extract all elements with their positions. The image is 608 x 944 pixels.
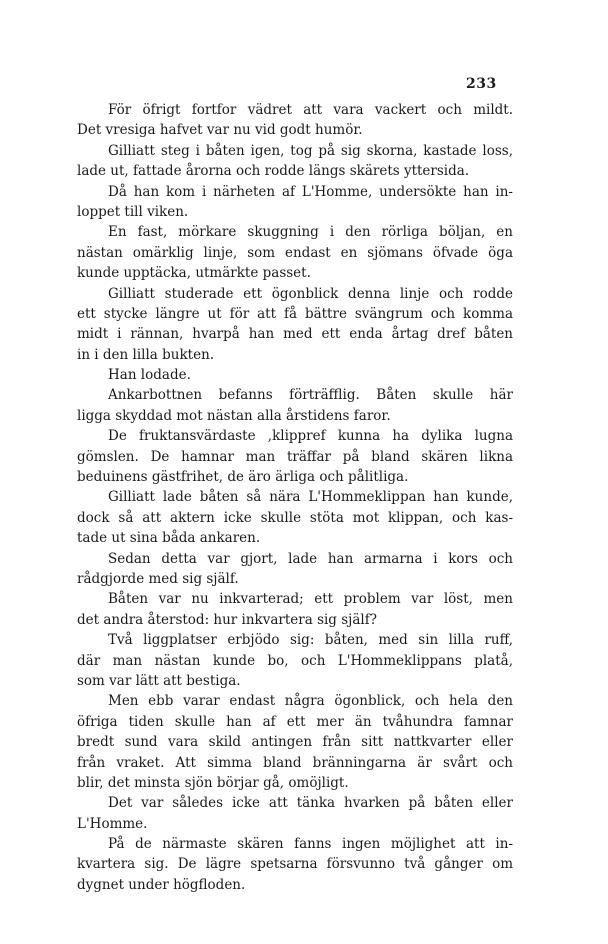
text-line: blir, det minsta sjön börjar gå, omöjligt. bbox=[77, 774, 349, 791]
text-line: En fast, mörkare skuggning i den rörliga böljan, en bbox=[108, 224, 513, 241]
text-line: På de närmaste skären fanns ingen möjlighet att in- bbox=[108, 836, 513, 853]
text-line: lade ut, fattade årorna och rodde längs skärets yttersida. bbox=[77, 163, 470, 180]
text-line: Två liggplatser erbjödo sig: båten, med sin lilla ruff, bbox=[108, 632, 513, 649]
text-line: kvartera sig. De lägre spetsarna försvunno två gånger om bbox=[77, 856, 513, 873]
text-line: De fruktansvärdaste ,klippref kunna ha dylika lugna bbox=[108, 428, 513, 445]
text-line: Gilliatt lade båten så nära L'Hommeklippan han kunde, bbox=[108, 489, 513, 506]
text-line: som var lätt att bestiga. bbox=[77, 672, 241, 689]
text-line: Det var således icke att tänka hvarken på båten eller bbox=[108, 795, 513, 812]
text-line: Han lodade. bbox=[108, 367, 191, 384]
text-line: kunde upptäcka, utmärkte passet. bbox=[77, 265, 311, 282]
text-line: L'Homme. bbox=[77, 815, 148, 832]
text-line: från vraket. Att simma bland bränningarna är svårt och bbox=[77, 754, 513, 771]
text-line: det andra återstod: hur inkvartera sig själf? bbox=[77, 611, 377, 628]
text-line: nästan omärklig linje, som endast en sjömans öfvade öga bbox=[77, 244, 513, 261]
text-line: ett stycke längre ut för att få bättre svängrum och komma bbox=[77, 305, 513, 322]
body-text bbox=[77, 100, 513, 895]
text-line: Sedan detta var gjort, lade han armarna i kors och bbox=[108, 550, 513, 567]
text-line: öfriga tiden skulle han af ett mer än tvåhundra famnar bbox=[77, 713, 513, 730]
text-line: ligga skyddad mot nästan alla årstidens faror. bbox=[77, 407, 391, 424]
text-line: Men ebb varar endast några ögonblick, och hela den bbox=[108, 693, 513, 710]
text-line: midt i rännan, hvarpå han med ett enda årtag dref båten bbox=[77, 326, 513, 343]
text-line: Då han kom i närheten af L'Homme, undersökte han in- bbox=[108, 183, 513, 200]
text-line: loppet till viken. bbox=[77, 203, 189, 220]
text-line: tade ut sina båda ankaren. bbox=[77, 530, 261, 547]
text-line: in i den lilla bukten. bbox=[77, 346, 215, 363]
text-line: Det vresiga hafvet var nu vid godt humör. bbox=[77, 122, 363, 139]
text-line: rådgjorde med sig själf. bbox=[77, 570, 239, 587]
text-line: Gilliatt studerade ett ögonblick denna linje och rodde bbox=[108, 285, 513, 302]
text-line: Ankarbottnen befanns förträfflig. Båten skulle här bbox=[108, 387, 513, 404]
text-line: Gilliatt steg i båten igen, tog på sig skorna, kastade loss, bbox=[108, 142, 513, 159]
text-line: För öfrigt fortfor vädret att vara vackert och mildt. bbox=[108, 102, 513, 118]
page-number: 233 bbox=[466, 76, 497, 92]
text-line: bredt sund vara skild antingen från sitt nattkvarter eller bbox=[77, 734, 513, 751]
text-line: där man nästan kunde bo, och L'Hommeklippans platå, bbox=[77, 652, 513, 669]
text-line: gömslen. De hamnar man träffar på bland skären likna bbox=[77, 448, 513, 465]
text-line: dock så att aktern icke skulle stöta mot klippan, och kas- bbox=[77, 509, 513, 526]
text-line: dygnet under högfloden. bbox=[77, 876, 246, 893]
text-line: beduinens gästfrihet, de äro ärliga och pålitliga. bbox=[77, 469, 409, 486]
text-line: Båten var nu inkvarterad; ett problem var löst, men bbox=[108, 591, 513, 608]
